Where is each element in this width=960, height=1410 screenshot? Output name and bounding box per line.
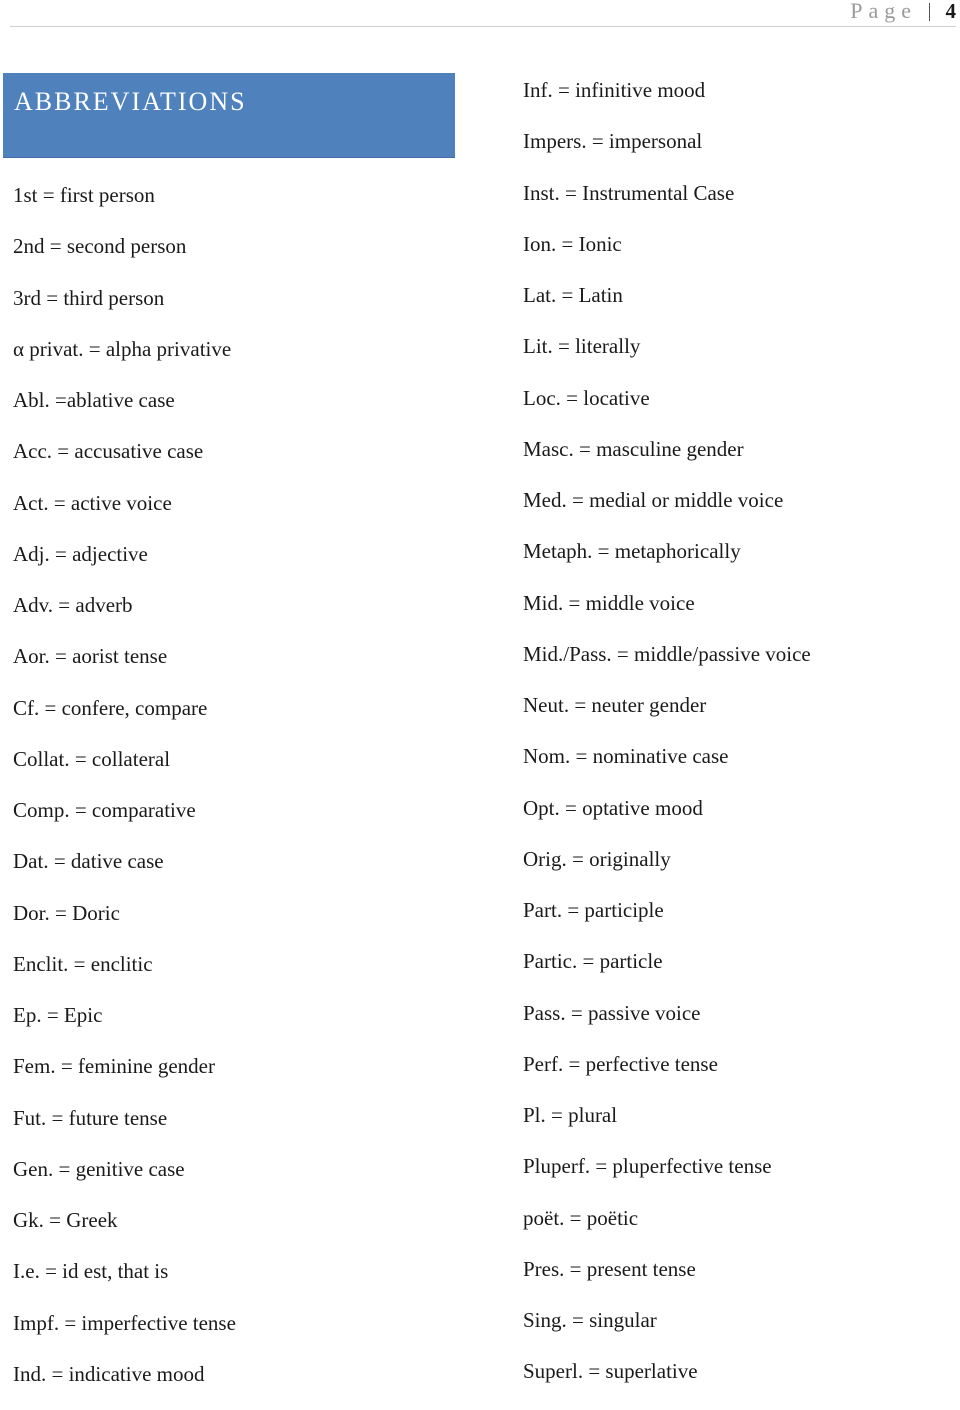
- abbreviation-entry: 1st = first person: [13, 183, 155, 207]
- page-number-divider: [929, 3, 930, 21]
- abbreviation-entry: Lat. = Latin: [523, 283, 623, 307]
- abbreviation-entry: Collat. = collateral: [13, 746, 171, 771]
- abbreviation-entry: Metaph. = metaphorically: [523, 539, 741, 564]
- abbreviation-entry: Orig. = originally: [523, 846, 671, 871]
- abbreviation-entry: Aor. = aorist tense: [13, 644, 168, 669]
- page-label: Page: [850, 0, 917, 23]
- page-number: 4: [945, 0, 956, 23]
- abbreviation-entry: Superl. = superlative: [523, 1359, 698, 1384]
- abbreviation-entry: Mid. = middle voice: [523, 590, 695, 615]
- abbreviation-entry: Fem. = feminine gender: [13, 1054, 215, 1079]
- page-header: [0, 0, 960, 26]
- abbreviation-entry: Nom. = nominative case: [523, 744, 729, 769]
- abbreviation-entry: Opt. = optative mood: [523, 795, 703, 820]
- abbreviation-entry: Comp. = comparative: [13, 798, 196, 822]
- abbreviation-entry: I.e. = id est, that is: [13, 1259, 169, 1284]
- abbreviation-entry: Pluperf. = pluperfective tense: [523, 1154, 772, 1179]
- abbreviations-right-column: [523, 75, 811, 1408]
- abbreviations-left-column: [13, 180, 236, 1410]
- abbreviation-entry: Inf. = infinitive mood: [523, 78, 706, 102]
- abbreviation-entry: Ion. = Ionic: [523, 231, 622, 256]
- abbreviation-entry: Abl. =ablative case: [13, 388, 175, 412]
- abbreviation-entry: Adj. = adjective: [13, 541, 148, 566]
- abbreviation-entry: Part. = participle: [523, 898, 664, 922]
- abbreviation-entry: Gk. = Greek: [13, 1208, 118, 1232]
- abbreviation-entry: Mid./Pass. = middle/passive voice: [523, 641, 811, 666]
- abbreviation-entry: Med. = medial or middle voice: [523, 488, 784, 512]
- abbreviation-entry: poët. = poëtic: [523, 1205, 639, 1230]
- abbreviation-entry: Impers. = impersonal: [523, 129, 703, 154]
- abbreviation-entry: Dat. = dative case: [13, 849, 164, 874]
- abbreviation-entry: Neut. = neuter gender: [523, 693, 707, 717]
- abbreviation-entry: Loc. = locative: [523, 385, 650, 410]
- abbreviation-entry: Lit. = literally: [523, 334, 641, 359]
- abbreviation-entry: Pl. = plural: [523, 1103, 618, 1127]
- abbreviation-entry: Pass. = passive voice: [523, 1000, 701, 1025]
- abbreviation-entry: Inst. = Instrumental Case: [523, 180, 735, 205]
- abbreviation-entry: Impf. = imperfective tense: [13, 1310, 236, 1335]
- abbreviation-entry: Masc. = masculine gender: [523, 436, 744, 461]
- abbreviation-entry: 2nd = second person: [13, 234, 187, 259]
- abbreviation-entry: α privat. = alpha privative: [13, 336, 232, 361]
- section-heading-box: [3, 73, 455, 158]
- abbreviation-entry: Enclit. = enclitic: [13, 951, 153, 976]
- section-heading: ABBREVIATIONS: [14, 87, 247, 116]
- abbreviation-entry: Gen. = genitive case: [13, 1156, 185, 1181]
- abbreviation-entry: Perf. = perfective tense: [523, 1051, 718, 1076]
- abbreviation-entry: Pres. = present tense: [523, 1256, 696, 1281]
- abbreviation-entry: Partic. = particle: [523, 949, 663, 974]
- abbreviation-entry: 3rd = third person: [13, 285, 165, 310]
- abbreviation-entry: Acc. = accusative case: [13, 439, 204, 464]
- abbreviation-entry: Ep. = Epic: [13, 1003, 103, 1027]
- abbreviation-entry: Act. = active voice: [13, 490, 172, 515]
- header-rule: [10, 26, 956, 27]
- abbreviation-entry: Fut. = future tense: [13, 1105, 168, 1130]
- abbreviation-entry: Dor. = Doric: [13, 900, 120, 925]
- abbreviation-entry: Adv. = adverb: [13, 593, 133, 617]
- abbreviation-entry: Cf. = confere, compare: [13, 695, 208, 720]
- abbreviation-entry: Ind. = indicative mood: [13, 1361, 205, 1386]
- abbreviation-entry: Sing. = singular: [523, 1308, 657, 1332]
